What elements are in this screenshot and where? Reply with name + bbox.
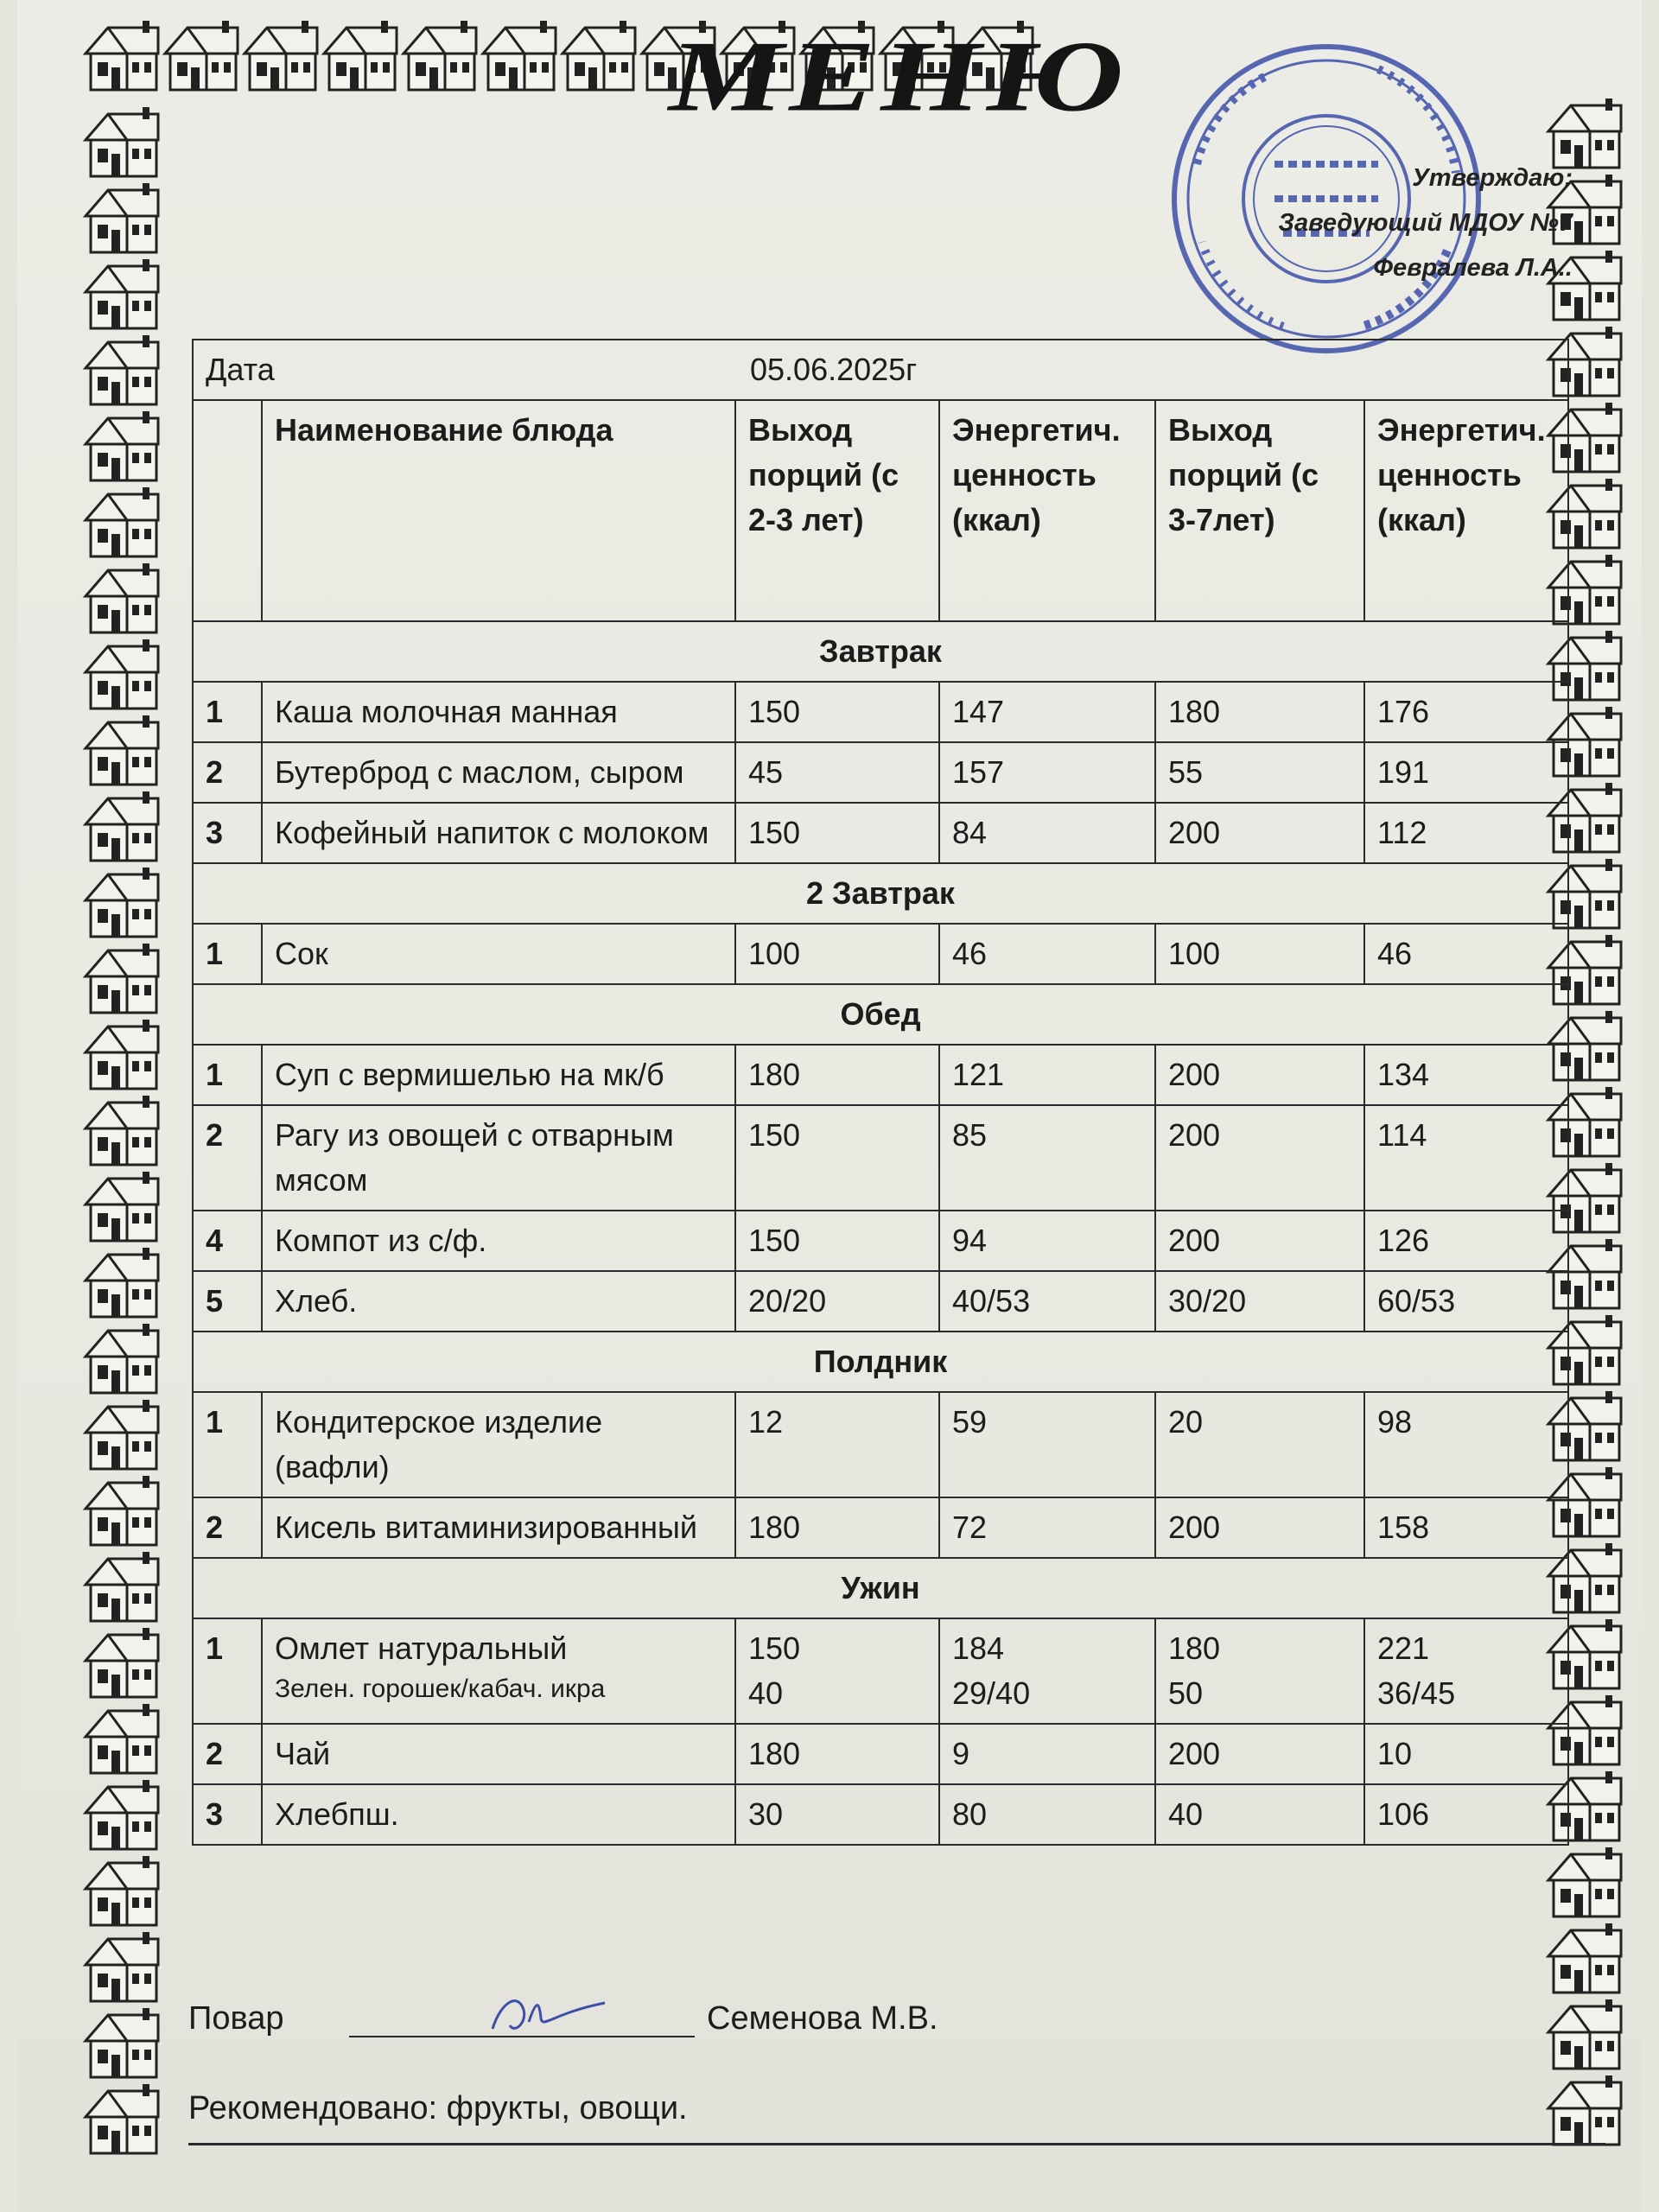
dish-number: 1 xyxy=(193,1392,262,1497)
yield-2-3-value: 20/20 xyxy=(748,1283,827,1319)
energy-2-3-value: 147 xyxy=(952,694,1005,729)
house-icon xyxy=(82,2082,162,2158)
header-yield-3-7: Выход порций (с 3-7лет) xyxy=(1155,400,1364,621)
energy-2-3-cell xyxy=(939,1211,1155,1271)
house-icon xyxy=(82,1626,162,1702)
yield-3-7-cell xyxy=(1155,1392,1364,1497)
energy-2-3-value: 40/53 xyxy=(952,1283,1031,1319)
house-icon xyxy=(82,2006,162,2082)
yield-2-3-value: 150 xyxy=(748,1223,801,1258)
energy-2-3-cell xyxy=(939,803,1155,863)
yield-2-3-value: 12 xyxy=(748,1404,784,1440)
yield-2-3-cell xyxy=(735,742,939,803)
energy-2-3-value: 72 xyxy=(952,1510,988,1545)
dish-number: 1 xyxy=(193,924,262,984)
dish-name: Кисель витаминизированный xyxy=(275,1510,698,1545)
energy-3-7-cell xyxy=(1364,1211,1568,1271)
energy-2-3-value: 184 xyxy=(952,1630,1005,1666)
yield-3-7-value: 200 xyxy=(1168,1223,1221,1258)
energy-2-3-value: 84 xyxy=(952,815,988,850)
dish-name-cell xyxy=(262,742,735,803)
section-row xyxy=(193,621,1568,682)
dish-name: Каша молочная манная xyxy=(275,694,618,729)
dish-name: Омлет натуральный xyxy=(275,1630,568,1666)
yield-2-3-value: 150 xyxy=(748,815,801,850)
dish-number: 3 xyxy=(193,803,262,863)
yield-2-3-value: 180 xyxy=(748,1736,801,1771)
energy-3-7-cell xyxy=(1364,803,1568,863)
house-icon xyxy=(321,19,400,95)
dish-row xyxy=(193,1045,1568,1105)
yield-3-7-cell xyxy=(1155,1211,1364,1271)
house-icon xyxy=(82,1930,162,2006)
dish-row xyxy=(193,1724,1568,1784)
yield-3-7-value: 200 xyxy=(1168,1736,1221,1771)
yield-2-3-value: 45 xyxy=(748,754,784,790)
yield-3-7-side-value: 50 xyxy=(1168,1675,1204,1711)
energy-2-3-cell xyxy=(939,1724,1155,1784)
house-border-left xyxy=(82,105,162,2158)
yield-3-7-cell xyxy=(1155,1497,1364,1558)
yield-3-7-cell xyxy=(1155,1784,1364,1845)
house-icon xyxy=(82,257,162,334)
dish-number: 1 xyxy=(193,1618,262,1724)
dish-number: 1 xyxy=(193,1045,262,1105)
energy-2-3-cell xyxy=(939,1784,1155,1845)
dish-number: 4 xyxy=(193,1211,262,1271)
dish-name-cell xyxy=(262,682,735,742)
house-icon xyxy=(82,1398,162,1474)
house-icon xyxy=(1545,1922,1624,1998)
approval-person: Февралева Л.А.. xyxy=(1373,254,1573,282)
house-icon xyxy=(82,105,162,181)
yield-3-7-cell xyxy=(1155,1271,1364,1332)
dish-name: Хлеб. xyxy=(275,1283,358,1319)
yield-3-7-value: 200 xyxy=(1168,1117,1221,1153)
energy-3-7-cell xyxy=(1364,1045,1568,1105)
yield-3-7-value: 100 xyxy=(1168,936,1221,971)
yield-2-3-cell xyxy=(735,1045,939,1105)
date-row xyxy=(193,340,1568,400)
house-icon xyxy=(82,1474,162,1550)
energy-2-3-cell xyxy=(939,924,1155,984)
dish-number: 2 xyxy=(193,742,262,803)
yield-2-3-cell xyxy=(735,803,939,863)
yield-2-3-cell xyxy=(735,1618,939,1724)
house-icon xyxy=(82,19,162,95)
dish-name-cell xyxy=(262,1784,735,1845)
dish-row xyxy=(193,1784,1568,1845)
energy-3-7-value: 191 xyxy=(1377,754,1430,790)
energy-3-7-value: 46 xyxy=(1377,936,1413,971)
energy-3-7-side-value: 36/45 xyxy=(1377,1675,1456,1711)
house-icon xyxy=(82,1854,162,1930)
house-icon xyxy=(162,19,241,95)
house-icon xyxy=(1545,1846,1624,1922)
yield-2-3-cell xyxy=(735,1497,939,1558)
approval-position: Заведующий МДОУ №7 xyxy=(1278,209,1573,237)
energy-3-7-cell xyxy=(1364,742,1568,803)
energy-2-3-value: 59 xyxy=(952,1404,988,1440)
yield-3-7-cell xyxy=(1155,803,1364,863)
dish-name-cell xyxy=(262,1045,735,1105)
house-icon xyxy=(82,410,162,486)
approval-block xyxy=(1192,156,1573,290)
menu-table xyxy=(192,339,1569,1846)
yield-3-7-cell xyxy=(1155,682,1364,742)
house-icon xyxy=(241,19,321,95)
yield-3-7-cell xyxy=(1155,742,1364,803)
yield-2-3-cell xyxy=(735,682,939,742)
dish-name: Рагу из овощей с отварным мясом xyxy=(275,1117,674,1198)
energy-3-7-cell xyxy=(1364,682,1568,742)
section-row xyxy=(193,1332,1568,1392)
section-title: Обед xyxy=(193,984,1568,1045)
yield-3-7-value: 180 xyxy=(1168,1630,1221,1666)
energy-3-7-value: 176 xyxy=(1377,694,1430,729)
yield-3-7-cell xyxy=(1155,924,1364,984)
house-icon xyxy=(82,866,162,942)
house-icon xyxy=(82,1778,162,1854)
house-icon xyxy=(82,790,162,866)
dish-number: 2 xyxy=(193,1497,262,1558)
yield-2-3-cell xyxy=(735,1724,939,1784)
approval-heading: Утверждаю: xyxy=(1412,164,1573,192)
energy-3-7-value: 134 xyxy=(1377,1057,1430,1092)
dish-name: Кофейный напиток с молоком xyxy=(275,815,709,850)
house-icon xyxy=(82,1550,162,1626)
cook-name: Семенова М.В. xyxy=(707,2000,938,2037)
energy-3-7-cell xyxy=(1364,1497,1568,1558)
dish-row xyxy=(193,1211,1568,1271)
energy-2-3-cell xyxy=(939,1271,1155,1332)
house-icon xyxy=(82,181,162,257)
house-icon xyxy=(82,486,162,562)
energy-3-7-value: 221 xyxy=(1377,1630,1430,1666)
house-icon xyxy=(82,942,162,1018)
energy-3-7-value: 112 xyxy=(1377,815,1427,850)
column-header-row xyxy=(193,400,1568,621)
house-icon xyxy=(1545,1998,1624,2074)
dish-row xyxy=(193,1618,1568,1724)
energy-3-7-cell xyxy=(1364,1618,1568,1724)
yield-2-3-value: 150 xyxy=(748,694,801,729)
dish-side: Зелен. горошек/кабач. икра xyxy=(275,1675,606,1703)
yield-2-3-cell xyxy=(735,924,939,984)
house-icon xyxy=(82,1094,162,1170)
section-row xyxy=(193,984,1568,1045)
energy-2-3-cell xyxy=(939,1497,1155,1558)
dish-name: Кондитерское изделие (вафли) xyxy=(275,1404,603,1484)
section-title: Завтрак xyxy=(193,621,1568,682)
dish-row xyxy=(193,1105,1568,1211)
dish-name: Бутерброд с маслом, сыром xyxy=(275,754,684,790)
house-icon xyxy=(82,334,162,410)
energy-2-3-value: 9 xyxy=(952,1736,970,1771)
dish-name-cell xyxy=(262,1271,735,1332)
house-icon xyxy=(82,714,162,790)
yield-3-7-value: 180 xyxy=(1168,694,1221,729)
energy-2-3-value: 157 xyxy=(952,754,1005,790)
energy-2-3-value: 85 xyxy=(952,1117,988,1153)
yield-3-7-value: 20 xyxy=(1168,1404,1204,1440)
yield-3-7-cell xyxy=(1155,1618,1364,1724)
energy-2-3-value: 46 xyxy=(952,936,988,971)
energy-2-3-cell xyxy=(939,1618,1155,1724)
date-cell xyxy=(193,340,1568,400)
yield-3-7-value: 200 xyxy=(1168,1057,1221,1092)
yield-2-3-value: 30 xyxy=(748,1796,784,1832)
handwritten-signature-icon xyxy=(484,1984,613,2044)
yield-3-7-value: 30/20 xyxy=(1168,1283,1247,1319)
header-energy-3-7: Энергетич. ценность (ккал) xyxy=(1364,400,1568,621)
yield-3-7-cell xyxy=(1155,1724,1364,1784)
energy-3-7-value: 106 xyxy=(1377,1796,1430,1832)
yield-2-3-value: 100 xyxy=(748,936,801,971)
yield-2-3-cell xyxy=(735,1392,939,1497)
dish-row xyxy=(193,803,1568,863)
energy-3-7-cell xyxy=(1364,1105,1568,1211)
energy-3-7-value: 60/53 xyxy=(1377,1283,1456,1319)
yield-2-3-cell xyxy=(735,1211,939,1271)
energy-3-7-cell xyxy=(1364,1271,1568,1332)
dish-name: Хлебпш. xyxy=(275,1796,399,1832)
section-row xyxy=(193,1558,1568,1618)
house-icon xyxy=(480,19,559,95)
yield-2-3-cell xyxy=(735,1105,939,1211)
energy-2-3-value: 121 xyxy=(952,1057,1005,1092)
house-icon xyxy=(82,1246,162,1322)
energy-2-3-cell xyxy=(939,1045,1155,1105)
energy-3-7-value: 10 xyxy=(1377,1736,1413,1771)
energy-2-3-cell xyxy=(939,682,1155,742)
energy-3-7-cell xyxy=(1364,1392,1568,1497)
dish-row xyxy=(193,924,1568,984)
yield-2-3-value: 180 xyxy=(748,1510,801,1545)
energy-3-7-value: 98 xyxy=(1377,1404,1413,1440)
dish-name: Суп с вермишелью на мк/б xyxy=(275,1057,664,1092)
dish-number: 2 xyxy=(193,1105,262,1211)
header-energy-2-3: Энергетич. ценность (ккал) xyxy=(939,400,1155,621)
dish-name-cell xyxy=(262,803,735,863)
yield-2-3-value: 180 xyxy=(748,1057,801,1092)
dish-number: 2 xyxy=(193,1724,262,1784)
dish-name-cell xyxy=(262,924,735,984)
energy-3-7-value: 114 xyxy=(1377,1117,1427,1153)
dish-name-cell xyxy=(262,1105,735,1211)
energy-3-7-cell xyxy=(1364,924,1568,984)
section-title: 2 Завтрак xyxy=(193,863,1568,924)
recommendation-text: Рекомендовано: фрукты, овощи. xyxy=(188,2090,688,2126)
dish-name-cell xyxy=(262,1497,735,1558)
dish-name-cell xyxy=(262,1211,735,1271)
energy-2-3-cell xyxy=(939,742,1155,803)
house-icon xyxy=(559,19,639,95)
house-icon xyxy=(82,1322,162,1398)
yield-3-7-value: 200 xyxy=(1168,1510,1221,1545)
dish-name-cell xyxy=(262,1618,735,1724)
energy-2-3-value: 80 xyxy=(952,1796,988,1832)
header-num-cell xyxy=(193,400,262,621)
yield-2-3-value: 150 xyxy=(748,1630,801,1666)
menu-title: МЕНЮ xyxy=(668,20,1129,133)
date-label: Дата xyxy=(206,352,275,387)
bottom-rule xyxy=(188,2143,1605,2145)
house-icon xyxy=(82,562,162,638)
energy-2-3-side-value: 29/40 xyxy=(952,1675,1031,1711)
dish-row xyxy=(193,682,1568,742)
energy-3-7-cell xyxy=(1364,1724,1568,1784)
yield-2-3-cell xyxy=(735,1271,939,1332)
dish-name: Чай xyxy=(275,1736,331,1771)
yield-2-3-side-value: 40 xyxy=(748,1675,784,1711)
energy-2-3-value: 94 xyxy=(952,1223,988,1258)
cook-label: Повар xyxy=(188,2000,284,2037)
dish-name-cell xyxy=(262,1724,735,1784)
energy-3-7-cell xyxy=(1364,1784,1568,1845)
header-yield-2-3: Выход порций (с 2-3 лет) xyxy=(735,400,939,621)
section-title: Ужин xyxy=(193,1558,1568,1618)
dish-row xyxy=(193,1497,1568,1558)
energy-3-7-value: 158 xyxy=(1377,1510,1430,1545)
house-icon xyxy=(82,1018,162,1094)
yield-2-3-value: 150 xyxy=(748,1117,801,1153)
date-value: 05.06.2025г xyxy=(750,352,918,387)
house-icon xyxy=(82,638,162,714)
dish-row xyxy=(193,1392,1568,1497)
yield-3-7-value: 200 xyxy=(1168,815,1221,850)
yield-3-7-value: 40 xyxy=(1168,1796,1204,1832)
house-icon xyxy=(1545,2074,1624,2150)
dish-name-cell xyxy=(262,1392,735,1497)
section-row xyxy=(193,863,1568,924)
yield-3-7-cell xyxy=(1155,1045,1364,1105)
yield-3-7-value: 55 xyxy=(1168,754,1204,790)
dish-number: 5 xyxy=(193,1271,262,1332)
energy-3-7-value: 126 xyxy=(1377,1223,1430,1258)
house-icon xyxy=(82,1702,162,1778)
dish-name: Компот из с/ф. xyxy=(275,1223,487,1258)
dish-name: Сок xyxy=(275,936,328,971)
house-icon xyxy=(82,1170,162,1246)
yield-2-3-cell xyxy=(735,1784,939,1845)
dish-number: 3 xyxy=(193,1784,262,1845)
energy-2-3-cell xyxy=(939,1392,1155,1497)
section-title: Полдник xyxy=(193,1332,1568,1392)
dish-row xyxy=(193,742,1568,803)
header-dish-name: Наименование блюда xyxy=(262,400,735,621)
dish-number: 1 xyxy=(193,682,262,742)
energy-2-3-cell xyxy=(939,1105,1155,1211)
house-icon xyxy=(400,19,480,95)
dish-row xyxy=(193,1271,1568,1332)
yield-3-7-cell xyxy=(1155,1105,1364,1211)
